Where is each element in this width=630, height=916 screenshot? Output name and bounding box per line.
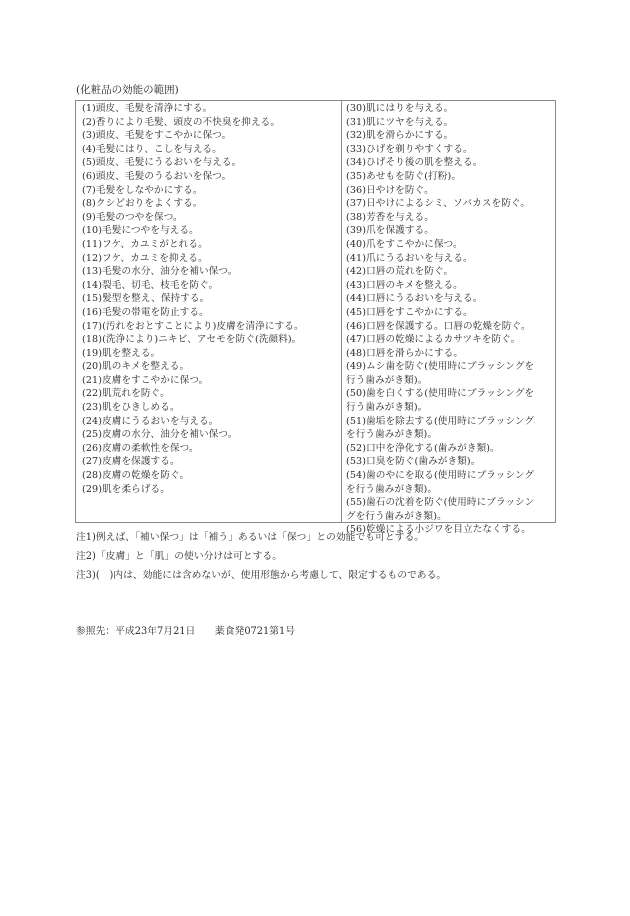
item-text: (50)歯を白くする(使用時にブラッシングを <box>346 388 535 400</box>
efficacy-item <box>82 415 341 429</box>
efficacy-item <box>82 374 341 388</box>
efficacy-item <box>82 129 341 143</box>
efficacy-item <box>346 415 555 442</box>
item-text: (20)肌のキメを整える。 <box>82 361 190 373</box>
item-text: (16)毛髪の帯電を防止する。 <box>82 306 209 318</box>
item-text: (22)肌荒れを防ぐ。 <box>82 388 170 400</box>
item-text: (6)頭皮、毛髪のうるおいを保つ。 <box>82 170 232 182</box>
item-text: (21)皮膚をすこやかに保つ。 <box>82 374 209 386</box>
item-text: (19)肌を整える。 <box>82 347 161 359</box>
note-3: 注3)( )内は、効能には含めないが、使用形態から考慮して、限定するものである。 <box>76 570 447 581</box>
efficacy-item <box>82 170 341 184</box>
efficacy-item <box>346 279 555 293</box>
efficacy-item <box>82 279 341 293</box>
notes-section <box>76 528 446 585</box>
efficacy-item <box>82 483 341 497</box>
item-text: (2)香りにより毛髪、頭皮の不快臭を抑える。 <box>82 116 281 128</box>
efficacy-item <box>346 347 555 361</box>
table-caption: (化粧品の効能の範囲) <box>76 84 179 96</box>
efficacy-item <box>346 306 555 320</box>
efficacy-item <box>346 197 555 211</box>
efficacy-item <box>82 292 341 306</box>
efficacy-item <box>346 265 555 279</box>
item-text: (36)日やけを防ぐ。 <box>346 184 434 196</box>
item-text: (39)爪を保護する。 <box>346 225 434 237</box>
efficacy-item <box>82 401 341 415</box>
efficacy-item <box>346 238 555 252</box>
item-text: (31)肌にツヤを与える。 <box>346 116 454 128</box>
item-text: (24)皮膚にうるおいを与える。 <box>82 415 219 427</box>
efficacy-item <box>82 320 341 334</box>
efficacy-item <box>82 387 341 401</box>
item-text: (4)毛髪にはり、こしを与える。 <box>82 143 222 155</box>
item-text: (13)毛髪の水分、油分を補い保つ。 <box>82 266 238 278</box>
item-text: (10)毛髪につやを与える。 <box>82 225 199 237</box>
efficacy-item <box>346 292 555 306</box>
efficacy-item <box>346 211 555 225</box>
item-text: (45)口唇をすこやかにする。 <box>346 306 473 318</box>
efficacy-item <box>82 197 341 211</box>
efficacy-item <box>82 265 341 279</box>
item-text: (28)皮膚の乾燥を防ぐ。 <box>82 470 190 482</box>
efficacy-item <box>346 469 555 496</box>
item-text: (48)口唇を滑らかにする。 <box>346 347 464 359</box>
efficacy-item <box>346 156 555 170</box>
efficacy-item <box>82 156 341 170</box>
note-1: 注1)例えば、「補い保つ」は「補う」あるいは「保つ」との効能でも可とする。 <box>76 532 425 543</box>
efficacy-item <box>346 224 555 238</box>
item-text: (15)髪型を整え、保持する。 <box>82 293 210 305</box>
efficacy-item <box>82 102 341 116</box>
efficacy-item <box>82 428 341 442</box>
item-text: (7)毛髪をしなやかにする。 <box>82 184 203 196</box>
item-text: (40)爪をすこやかに保つ。 <box>346 238 463 250</box>
reference-citation: 参照先：平成23年7月21日 薬食発0721第1号 <box>76 626 296 637</box>
cosmetic-efficacy-table <box>75 100 556 536</box>
item-text-continued: 行う歯みがき類)。 <box>346 374 428 386</box>
efficacy-item <box>82 455 341 469</box>
item-text: (30)肌にはりを与える。 <box>346 103 454 114</box>
efficacy-item <box>346 387 555 414</box>
item-text: (33)ひげを剃りやすくする。 <box>346 143 473 155</box>
item-text: (29)肌を柔らげる。 <box>82 483 170 495</box>
item-text: (41)爪にうるおいを与える。 <box>346 252 473 264</box>
item-text-continued: を行う歯みがき類)。 <box>346 483 438 495</box>
item-text: (12)フケ、カユミを抑える。 <box>82 252 208 264</box>
efficacy-item <box>82 252 341 266</box>
table-left-column <box>76 101 342 522</box>
efficacy-item <box>346 143 555 157</box>
efficacy-item <box>346 252 555 266</box>
efficacy-item <box>82 360 341 374</box>
efficacy-item <box>346 333 555 347</box>
efficacy-item <box>346 320 555 334</box>
item-text: (18)(洗浄により)ニキビ、アセモを防ぐ(洗顔料)。 <box>82 334 302 346</box>
item-text: (11)フケ、カユミがとれる。 <box>82 238 208 250</box>
efficacy-item <box>346 455 555 469</box>
item-text: (34)ひげそり後の肌を整える。 <box>346 157 483 169</box>
efficacy-item <box>82 347 341 361</box>
item-text: (17)(汚れをおとすことにより)皮膚を清浄にする。 <box>82 320 304 332</box>
efficacy-item <box>82 184 341 198</box>
item-text-continued: を行う歯みがき類)。 <box>346 429 438 441</box>
item-text: (54)歯のやにを取る(使用時にブラッシング <box>346 470 535 482</box>
item-text: (44)口唇にうるおいを与える。 <box>346 293 483 305</box>
item-text: (46)口唇を保護する。口唇の乾燥を防ぐ。 <box>346 320 531 332</box>
efficacy-item <box>346 116 555 130</box>
item-text: (1)頭皮、毛髪を清浄にする。 <box>82 103 213 114</box>
efficacy-item <box>82 224 341 238</box>
item-text: (3)頭皮、毛髪をすこやかに保つ。 <box>82 130 232 142</box>
item-text: (43)口唇のキメを整える。 <box>346 279 463 291</box>
note-2: 注2)「皮膚」と「肌」の使い分けは可とする。 <box>76 551 282 562</box>
item-text: (55)歯石の沈着を防ぐ(使用時にブラッシン <box>346 497 535 509</box>
item-text-continued: グを行う歯みがき類)。 <box>346 510 447 522</box>
table-right-column <box>342 101 555 536</box>
item-text: (27)皮膚を保護する。 <box>82 456 180 468</box>
efficacy-item <box>82 238 341 252</box>
item-text: (37)日やけによるシミ、ソバカスを防ぐ。 <box>346 198 531 210</box>
item-text: (26)皮膚の柔軟性を保つ。 <box>82 442 199 454</box>
efficacy-item <box>346 170 555 184</box>
efficacy-item <box>82 143 341 157</box>
item-text: (42)口唇の荒れを防ぐ。 <box>346 266 454 278</box>
item-text: (38)芳香を与える。 <box>346 211 434 223</box>
item-text: (52)口中を浄化する(歯みがき類)。 <box>346 442 500 454</box>
efficacy-item <box>346 129 555 143</box>
efficacy-item <box>82 442 341 456</box>
efficacy-item <box>82 306 341 320</box>
item-text: (56)乾燥による小ジワを目立たなくする。 <box>346 524 531 536</box>
efficacy-item <box>82 116 341 130</box>
item-text: (49)ムシ歯を防ぐ(使用時にブラッシングを <box>346 361 535 373</box>
item-text: (25)皮膚の水分、油分を補い保つ。 <box>82 429 238 441</box>
item-text: (53)口臭を防ぐ(歯みがき類)。 <box>346 456 481 468</box>
item-text: (8)クシどおりをよくする。 <box>82 198 203 210</box>
item-text: (14)裂毛、切毛、枝毛を防ぐ。 <box>82 279 219 291</box>
item-text: (51)歯垢を除去する(使用時にブラッシング <box>346 415 535 427</box>
efficacy-item <box>346 496 555 523</box>
item-text: (5)頭皮、毛髪にうるおいを与える。 <box>82 157 242 169</box>
item-text: (35)あせもを防ぐ(打粉)。 <box>346 170 462 182</box>
item-text-continued: 行う歯みがき類)。 <box>346 402 428 414</box>
item-text: (9)毛髪のつやを保つ。 <box>82 211 183 223</box>
efficacy-item <box>82 469 341 483</box>
efficacy-item <box>346 102 555 116</box>
item-text: (47)口唇の乾燥によるカサツキを防ぐ。 <box>346 334 521 346</box>
efficacy-item <box>346 184 555 198</box>
efficacy-item <box>82 211 341 225</box>
efficacy-item <box>82 333 341 347</box>
efficacy-item <box>346 360 555 387</box>
item-text: (23)肌をひきしめる。 <box>82 402 180 414</box>
item-text: (32)肌を滑らかにする。 <box>346 130 454 142</box>
efficacy-item <box>346 442 555 456</box>
